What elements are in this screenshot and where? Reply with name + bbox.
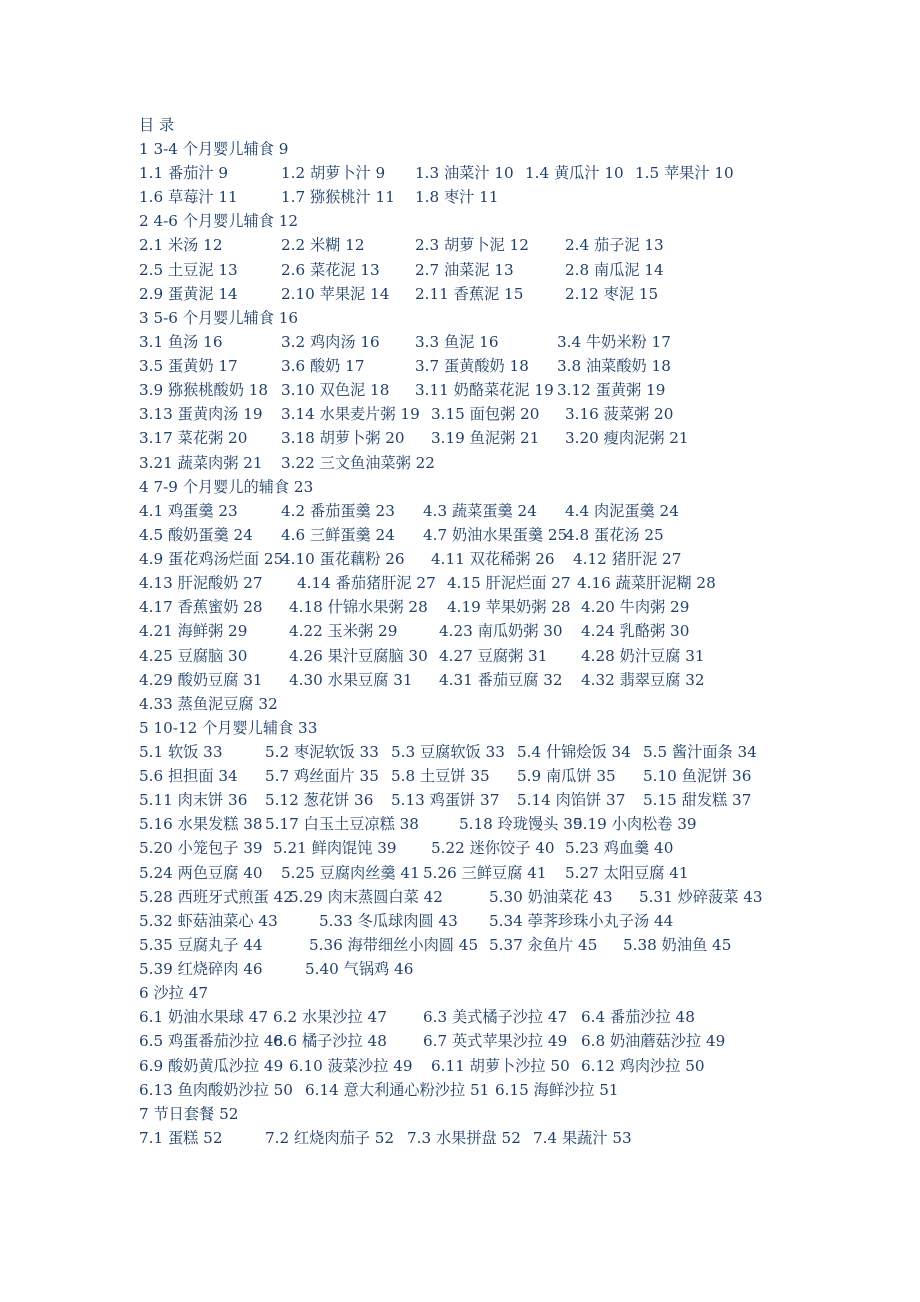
toc-entry[interactable]: 3.8 油菜酸奶 18 xyxy=(557,357,671,376)
toc-entry[interactable]: 4.7 奶油水果蛋羹 25 xyxy=(423,525,568,544)
toc-chapter[interactable]: 5 10-12 个月婴儿辅食 33 xyxy=(139,718,318,737)
toc-entry[interactable]: 5.38 奶油鱼 45 xyxy=(623,935,732,954)
toc-entry[interactable]: 3.15 面包粥 20 xyxy=(431,405,540,424)
toc-entry[interactable]: 4.16 蔬菜肝泥糊 28 xyxy=(577,574,716,593)
toc-entry[interactable]: 6.13 鱼肉酸奶沙拉 50 xyxy=(139,1080,293,1099)
toc-entry[interactable]: 2.5 土豆泥 13 xyxy=(139,260,238,279)
toc-entry[interactable]: 5.24 两色豆腐 40 xyxy=(139,863,263,882)
toc-entry[interactable]: 4.8 蛋花汤 25 xyxy=(565,525,664,544)
toc-entry[interactable]: 1.3 油菜汁 10 xyxy=(415,164,514,183)
toc-entry[interactable]: 7.3 水果拼盘 52 xyxy=(407,1128,521,1147)
toc-entry[interactable]: 5.17 白玉土豆凉糕 38 xyxy=(265,815,419,834)
toc-entry[interactable]: 5.2 枣泥软饭 33 xyxy=(265,743,379,761)
toc-entry[interactable]: 3.5 蛋黄奶 17 xyxy=(139,357,238,376)
toc-entry[interactable]: 5.18 玲珑馒头 39 xyxy=(459,815,583,834)
toc-entry[interactable]: 1.8 枣汁 11 xyxy=(415,188,499,207)
toc-entry[interactable]: 4.31 番茄豆腐 32 xyxy=(439,670,563,689)
toc-entry[interactable]: 5.1 软饭 33 xyxy=(139,743,223,761)
toc-entry[interactable]: 5.12 葱花饼 36 xyxy=(265,791,374,810)
toc-entry[interactable]: 4.15 肝泥烂面 27 xyxy=(447,574,571,593)
toc-entry[interactable]: 3.17 菜花粥 20 xyxy=(139,429,248,448)
toc-entry[interactable]: 6.12 鸡肉沙拉 50 xyxy=(581,1056,705,1075)
toc-entry[interactable]: 3.22 三文鱼油菜粥 22 xyxy=(281,453,435,472)
toc-entry[interactable]: 4.3 蔬菜蛋羹 24 xyxy=(423,501,537,520)
toc-entry[interactable]: 4.2 番茄蛋羹 23 xyxy=(281,501,395,520)
toc-entry[interactable]: 6.7 英式苹果沙拉 49 xyxy=(423,1032,568,1051)
toc-entry[interactable]: 3.13 蛋黄肉汤 19 xyxy=(139,405,263,424)
toc-entry[interactable]: 6.6 橘子沙拉 48 xyxy=(273,1032,387,1051)
toc-title: 目 录 xyxy=(139,116,175,134)
toc-entry[interactable]: 5.13 鸡蛋饼 37 xyxy=(391,791,500,810)
toc-entry[interactable]: 4.9 蛋花鸡汤烂面 25 xyxy=(139,550,284,569)
toc-entry[interactable]: 4.1 鸡蛋羹 23 xyxy=(139,501,238,520)
toc-entry[interactable]: 1.6 草莓汁 11 xyxy=(139,188,238,207)
toc-entry[interactable]: 4.5 酸奶蛋羹 24 xyxy=(139,525,253,544)
toc-entry[interactable]: 5.27 太阳豆腐 41 xyxy=(565,863,689,882)
toc-entry[interactable]: 6.4 番茄沙拉 48 xyxy=(581,1008,695,1027)
toc-entry[interactable]: 5.14 肉馅饼 37 xyxy=(517,791,626,810)
toc-entry[interactable]: 6.14 意大利通心粉沙拉 51 xyxy=(305,1080,490,1099)
toc-entry[interactable]: 4.11 双花稀粥 26 xyxy=(431,550,555,569)
toc-entry[interactable]: 4.19 苹果奶粥 28 xyxy=(447,598,571,617)
toc-entry[interactable]: 5.19 小肉松卷 39 xyxy=(573,815,697,834)
toc-entry[interactable]: 2.11 香蕉泥 15 xyxy=(415,284,524,303)
toc-entry[interactable]: 6.9 酸奶黄瓜沙拉 49 xyxy=(139,1056,284,1075)
toc-entry[interactable]: 7.1 蛋糕 52 xyxy=(139,1128,223,1147)
toc-entry[interactable]: 5.16 水果发糕 38 xyxy=(139,815,263,834)
toc-entry[interactable]: 3.20 瘦肉泥粥 21 xyxy=(565,429,689,448)
toc-entry[interactable]: 4.21 海鲜粥 29 xyxy=(139,622,248,641)
toc-entry[interactable]: 4.30 水果豆腐 31 xyxy=(289,670,413,689)
toc-entry[interactable]: 5.39 红烧碎肉 46 xyxy=(139,960,263,979)
toc-entry[interactable]: 5.28 西班牙式煎蛋 42 xyxy=(139,887,293,906)
toc-entry[interactable]: 5.20 小笼包子 39 xyxy=(139,839,263,858)
toc-entry[interactable]: 1.7 猕猴桃汁 11 xyxy=(281,188,395,207)
toc-entry[interactable]: 4.29 酸奶豆腐 31 xyxy=(139,670,263,689)
toc-entry[interactable]: 5.34 荸荠珍珠小丸子汤 44 xyxy=(489,911,674,930)
toc-entry[interactable]: 5.3 豆腐软饭 33 xyxy=(391,743,505,761)
toc-entry[interactable]: 1.1 番茄汁 9 xyxy=(139,164,229,183)
toc-entry[interactable]: 5.9 南瓜饼 35 xyxy=(517,767,616,786)
toc-entry[interactable]: 5.37 汆鱼片 45 xyxy=(489,935,598,954)
toc-chapter[interactable]: 4 7-9 个月婴儿的辅食 23 xyxy=(139,477,314,496)
toc-entry[interactable]: 5.21 鲜肉馄饨 39 xyxy=(273,839,397,858)
toc-entry[interactable]: 4.6 三鲜蛋羹 24 xyxy=(281,525,395,544)
toc-entry[interactable]: 5.40 气锅鸡 46 xyxy=(305,960,414,979)
toc-entry[interactable]: 5.7 鸡丝面片 35 xyxy=(265,767,379,786)
toc-chapter[interactable]: 6 沙拉 47 xyxy=(139,984,209,1003)
toc-entry[interactable]: 3.18 胡萝卜粥 20 xyxy=(281,429,405,448)
toc-entry[interactable]: 6.5 鸡蛋番茄沙拉 48 xyxy=(139,1032,284,1051)
toc-entry[interactable]: 3.16 菠菜粥 20 xyxy=(565,405,674,424)
toc-entry[interactable]: 4.20 牛肉粥 29 xyxy=(581,598,690,617)
toc-chapter[interactable]: 1 3-4 个月婴儿辅食 9 xyxy=(139,140,289,158)
toc-entry[interactable]: 6.3 美式橘子沙拉 47 xyxy=(423,1008,568,1027)
toc-entry[interactable]: 2.10 苹果泥 14 xyxy=(281,284,390,303)
toc-entry[interactable]: 7.4 果蔬汁 53 xyxy=(533,1128,632,1147)
toc-entry[interactable]: 7.2 红烧肉茄子 52 xyxy=(265,1128,395,1147)
toc-entry[interactable]: 4.27 豆腐粥 31 xyxy=(439,646,548,665)
toc-entry[interactable]: 6.2 水果沙拉 47 xyxy=(273,1008,387,1027)
toc-chapter[interactable]: 2 4-6 个月婴儿辅食 12 xyxy=(139,212,299,231)
toc-entry[interactable]: 3.21 蔬菜肉粥 21 xyxy=(139,453,263,472)
toc-entry[interactable]: 4.26 果汁豆腐脑 30 xyxy=(289,646,428,665)
toc-entry[interactable]: 4.12 猪肝泥 27 xyxy=(573,550,682,569)
toc-entry[interactable]: 5.36 海带细丝小肉圆 45 xyxy=(309,935,479,954)
toc-entry[interactable]: 2.7 油菜泥 13 xyxy=(415,260,514,279)
toc-entry[interactable]: 3.9 猕猴桃酸奶 18 xyxy=(139,381,269,400)
toc-entry[interactable]: 5.5 酱汁面条 34 xyxy=(643,743,757,761)
toc-entry[interactable]: 6.10 菠菜沙拉 49 xyxy=(289,1056,413,1075)
toc-entry[interactable]: 3.6 酸奶 17 xyxy=(281,357,365,376)
toc-entry[interactable]: 4.33 蒸鱼泥豆腐 32 xyxy=(139,694,278,713)
toc-entry[interactable]: 3.3 鱼泥 16 xyxy=(415,332,499,351)
toc-chapter[interactable]: 7 节日套餐 52 xyxy=(139,1104,239,1123)
toc-entry[interactable]: 2.2 米糊 12 xyxy=(281,236,365,255)
toc-entry[interactable]: 4.22 玉米粥 29 xyxy=(289,622,398,641)
toc-entry[interactable]: 5.22 迷你饺子 40 xyxy=(431,839,555,858)
toc-entry[interactable]: 4.25 豆腐脑 30 xyxy=(139,646,248,665)
toc-entry[interactable]: 5.23 鸡血羹 40 xyxy=(565,839,674,858)
toc-entry[interactable]: 5.29 肉末蒸圆白菜 42 xyxy=(289,887,443,906)
toc-entry[interactable]: 5.11 肉末饼 36 xyxy=(139,791,248,810)
toc-entry[interactable]: 4.28 奶汁豆腐 31 xyxy=(581,646,705,665)
toc-entry[interactable]: 5.30 奶油菜花 43 xyxy=(489,887,613,906)
toc-entry[interactable]: 6.11 胡萝卜沙拉 50 xyxy=(431,1056,570,1075)
toc-entry[interactable]: 1.4 黄瓜汁 10 xyxy=(525,164,624,183)
toc-entry[interactable]: 5.4 什锦烩饭 34 xyxy=(517,743,631,761)
toc-entry[interactable]: 3.14 水果麦片粥 19 xyxy=(281,405,420,424)
toc-entry[interactable]: 2.12 枣泥 15 xyxy=(565,284,659,303)
toc-entry[interactable]: 3.2 鸡肉汤 16 xyxy=(281,332,380,351)
toc-entry[interactable]: 5.32 虾菇油菜心 43 xyxy=(139,911,278,930)
toc-entry[interactable]: 5.26 三鲜豆腐 41 xyxy=(423,863,547,882)
toc-entry[interactable]: 2.3 胡萝卜泥 12 xyxy=(415,236,529,255)
toc-entry[interactable]: 6.15 海鲜沙拉 51 xyxy=(495,1080,619,1099)
toc-entry[interactable]: 5.35 豆腐丸子 44 xyxy=(139,935,263,954)
toc-entry[interactable]: 4.4 肉泥蛋羹 24 xyxy=(565,501,679,520)
toc-entry[interactable]: 3.4 牛奶米粉 17 xyxy=(557,332,671,351)
toc-entry[interactable]: 5.33 冬瓜球肉圆 43 xyxy=(319,911,458,930)
toc-entry[interactable]: 2.9 蛋黄泥 14 xyxy=(139,284,238,303)
toc-entry[interactable]: 3.10 双色泥 18 xyxy=(281,381,390,400)
toc-entry[interactable]: 4.17 香蕉蜜奶 28 xyxy=(139,598,263,617)
toc-entry[interactable]: 4.32 翡翠豆腐 32 xyxy=(581,670,705,689)
toc-entry[interactable]: 4.18 什锦水果粥 28 xyxy=(289,598,428,617)
toc-entry[interactable]: 3.1 鱼汤 16 xyxy=(139,332,223,351)
toc-entry[interactable]: 4.23 南瓜奶粥 30 xyxy=(439,622,563,641)
toc-entry[interactable]: 4.14 番茄猪肝泥 27 xyxy=(297,574,436,593)
toc-entry[interactable]: 5.31 炒碎菠菜 43 xyxy=(639,887,763,906)
toc-entry[interactable]: 5.6 担担面 34 xyxy=(139,767,238,786)
toc-entry[interactable]: 5.15 甜发糕 37 xyxy=(643,791,752,810)
toc-entry[interactable]: 2.6 菜花泥 13 xyxy=(281,260,380,279)
toc-entry[interactable]: 5.25 豆腐肉丝羹 41 xyxy=(281,863,420,882)
toc-entry[interactable]: 4.24 乳酪粥 30 xyxy=(581,622,690,641)
toc-entry[interactable]: 2.4 茄子泥 13 xyxy=(565,236,664,255)
toc-entry[interactable]: 3.19 鱼泥粥 21 xyxy=(431,429,540,448)
toc-entry[interactable]: 3.7 蛋黄酸奶 18 xyxy=(415,357,529,376)
toc-entry[interactable]: 6.1 奶油水果球 47 xyxy=(139,1008,269,1027)
toc-entry[interactable]: 5.8 土豆饼 35 xyxy=(391,767,490,786)
toc-entry[interactable]: 3.11 奶酪菜花泥 19 xyxy=(415,381,554,400)
toc-entry[interactable]: 5.10 鱼泥饼 36 xyxy=(643,767,752,786)
toc-entry[interactable]: 4.10 蛋花藕粉 26 xyxy=(281,550,405,569)
toc-entry[interactable]: 1.5 苹果汁 10 xyxy=(635,164,734,183)
toc-entry[interactable]: 1.2 胡萝卜汁 9 xyxy=(281,164,386,183)
toc-entry[interactable]: 2.8 南瓜泥 14 xyxy=(565,260,664,279)
toc-entry[interactable]: 3.12 蛋黄粥 19 xyxy=(557,381,666,400)
toc-entry[interactable]: 6.8 奶油蘑菇沙拉 49 xyxy=(581,1032,726,1051)
toc-chapter[interactable]: 3 5-6 个月婴儿辅食 16 xyxy=(139,308,299,327)
toc-entry[interactable]: 4.13 肝泥酸奶 27 xyxy=(139,574,263,593)
toc-entry[interactable]: 2.1 米汤 12 xyxy=(139,236,223,255)
